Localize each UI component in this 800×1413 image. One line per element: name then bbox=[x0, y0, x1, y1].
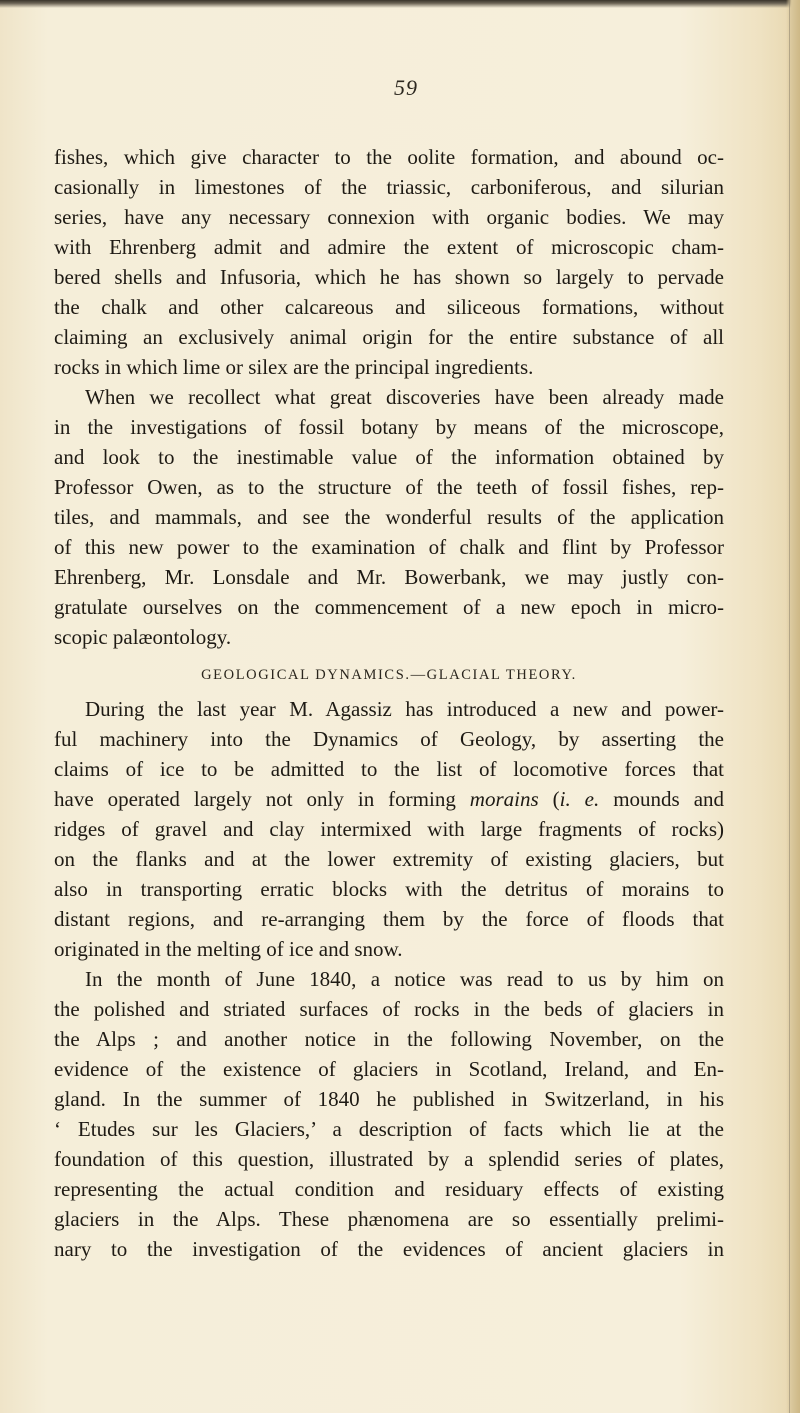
text-line: on the flanks and at the lower extremity of existing glaciers, but bbox=[54, 847, 724, 871]
text-line: scopic palæontology. bbox=[54, 625, 232, 649]
text-line: originated in the melting of ice and snow. bbox=[54, 937, 403, 961]
text-line: ridges of gravel and clay intermixed with large fragments of rocks) bbox=[54, 817, 724, 841]
text-line: gland. In the summer of 1840 he published in Switzerland, in his bbox=[54, 1087, 724, 1111]
italic-term: morains bbox=[469, 787, 539, 811]
text-line: When we recollect what great discoveries have been already made bbox=[85, 385, 724, 409]
text-line: casionally in limestones of the triassic, carboniferous, and silurian bbox=[54, 175, 724, 199]
text-line: claims of ice to be admitted to the list of locomotive forces that bbox=[54, 757, 724, 781]
italic-term: i. e. bbox=[559, 787, 600, 811]
text-fragment: mounds and bbox=[599, 787, 725, 811]
page-number: 59 bbox=[394, 75, 418, 100]
body-text bbox=[54, 142, 724, 1264]
text-line: also in transporting erratic blocks with the detritus of morains to bbox=[54, 877, 724, 901]
text-line: glaciers in the Alps. These phænomena are so essentially prelimi- bbox=[54, 1207, 724, 1231]
text-line: bered shells and Infusoria, which he has shown so largely to pervade bbox=[54, 265, 724, 289]
text-line: foundation of this question, illustrated by a splendid series of plates, bbox=[54, 1147, 724, 1171]
text-line: Ehrenberg, Mr. Lonsdale and Mr. Bowerbank, we may justly con- bbox=[54, 565, 724, 589]
section-heading: GEOLOGICAL DYNAMICS.—GLACIAL THEORY. bbox=[201, 667, 577, 683]
text-line: with Ehrenberg admit and admire the extent of microscopic cham- bbox=[54, 235, 724, 259]
text-line: claiming an exclusively animal origin for the entire substance of all bbox=[54, 325, 724, 349]
text-line: gratulate ourselves on the commencement of a new epoch in micro- bbox=[54, 595, 724, 619]
text-line: representing the actual condition and residuary effects of existing bbox=[54, 1177, 724, 1201]
text-line: distant regions, and re-arranging them by the force of floods that bbox=[54, 907, 724, 931]
text-line: rocks in which lime or silex are the principal ingredients. bbox=[54, 355, 534, 379]
text-line: ful machinery into the Dynamics of Geology, by asserting the bbox=[54, 727, 724, 751]
text-line: series, have any necessary connexion with organic bodies. We may bbox=[54, 205, 724, 229]
text-line: During the last year M. Agassiz has introduced a new and power- bbox=[85, 697, 724, 721]
text-line: in the investigations of fossil botany by means of the microscope, bbox=[54, 415, 724, 439]
text-line: tiles, and mammals, and see the wonderful results of the application bbox=[54, 505, 724, 529]
text-line: and look to the inestimable value of the information obtained by bbox=[54, 445, 724, 469]
text-line: of this new power to the examination of chalk and flint by Professor bbox=[54, 535, 724, 559]
page-top-shadow bbox=[0, 0, 800, 8]
text-fragment: have operated largely not only in forming bbox=[54, 787, 470, 811]
text-line-with-italics bbox=[54, 784, 724, 814]
text-line: In the month of June 1840, a notice was read to us by him on bbox=[85, 967, 724, 991]
text-line: the Alps ; and another notice in the following November, on the bbox=[54, 1027, 724, 1051]
page-crease bbox=[789, 0, 790, 1413]
text-line: Professor Owen, as to the structure of the teeth of fossil fishes, rep- bbox=[54, 475, 724, 499]
text-line: fishes, which give character to the oolite formation, and abound oc- bbox=[54, 145, 724, 169]
text-line: nary to the investigation of the evidences of ancient glaciers in bbox=[54, 1237, 724, 1261]
text-line: ‘ Etudes sur les Glaciers,’ a description of facts which lie at the bbox=[54, 1117, 724, 1141]
text-line: evidence of the existence of glaciers in Scotland, Ireland, and En- bbox=[54, 1057, 724, 1081]
text-line: the polished and striated surfaces of rocks in the beds of glaciers in bbox=[54, 997, 724, 1021]
text-line: the chalk and other calcareous and siliceous formations, without bbox=[54, 295, 724, 319]
text-fragment: ( bbox=[538, 787, 560, 811]
